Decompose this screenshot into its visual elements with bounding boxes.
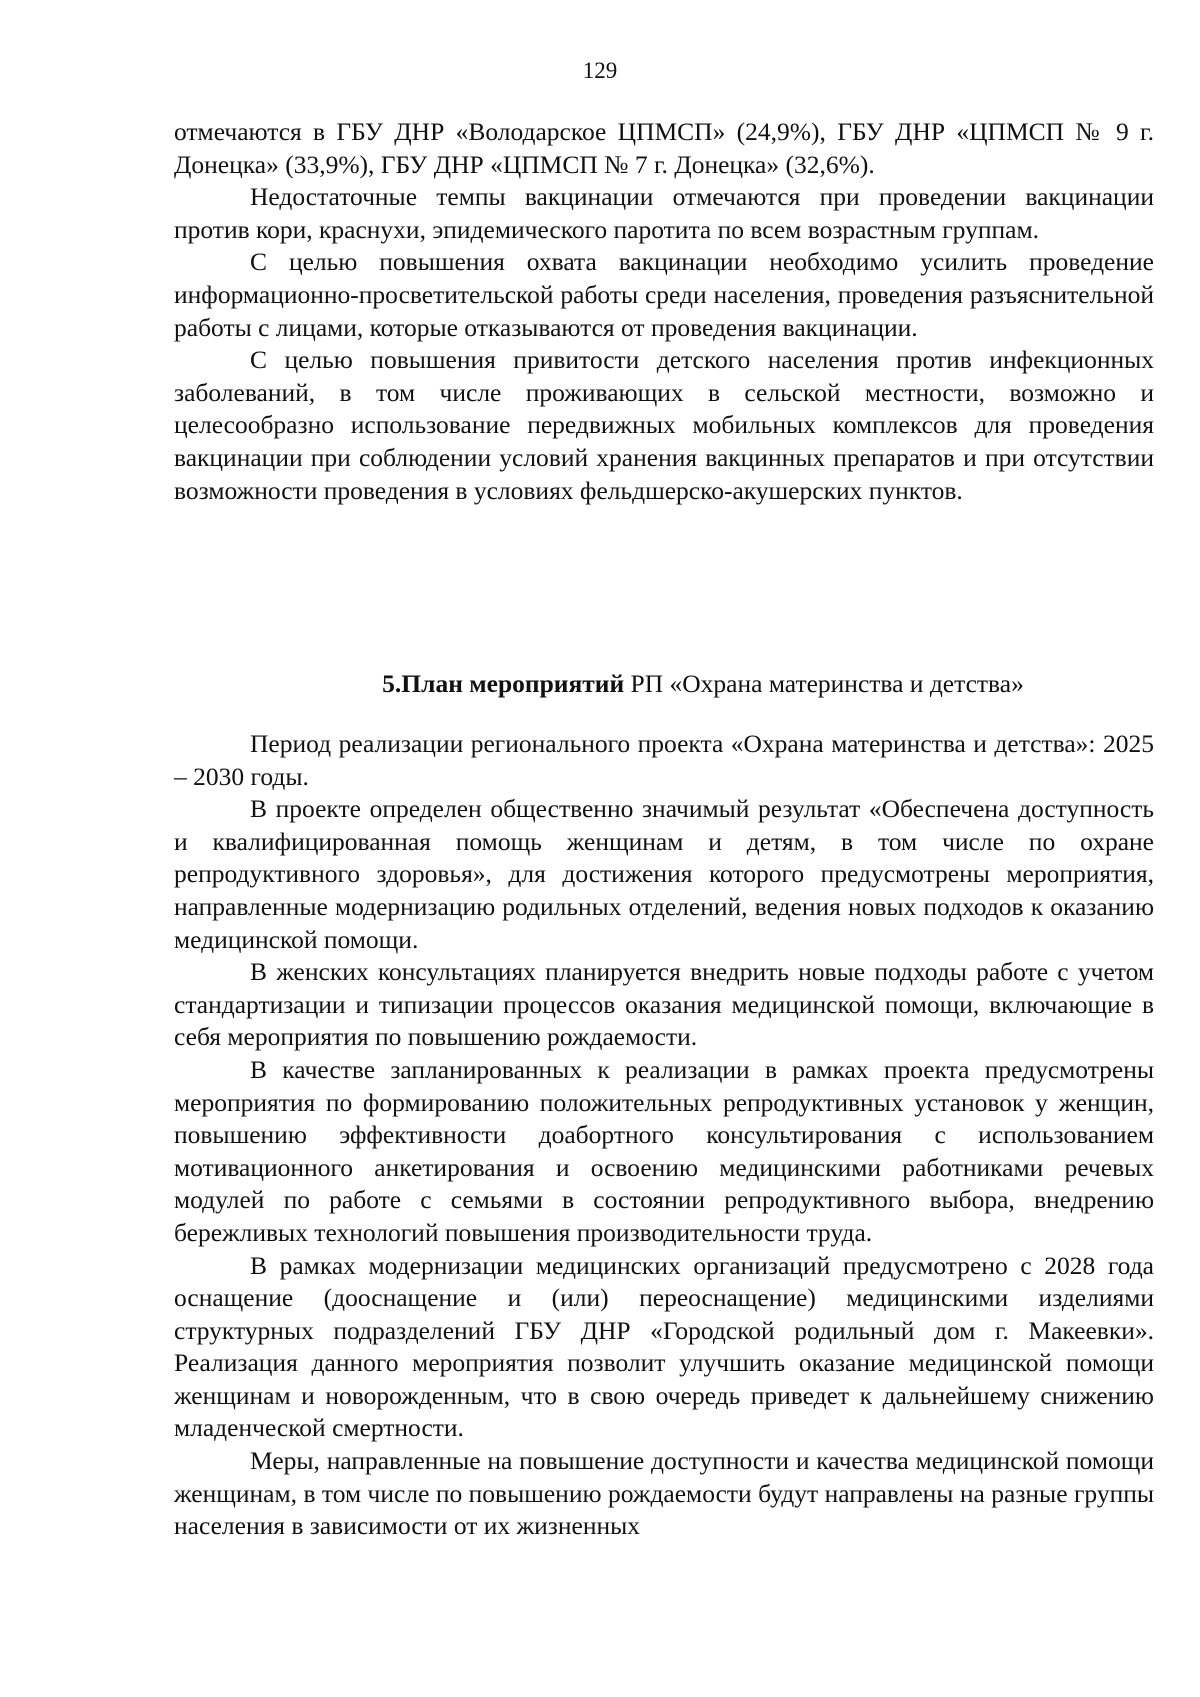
section-heading [174,668,1154,700]
page-number: 129 [582,58,618,83]
section-heading-title: РП «Охрана материнства и детства» [624,669,1024,698]
top-text-block [174,116,1154,507]
paragraph-project-result: В проекте определен общественно значимый результат «Обеспечена доступность и квалифицированная помощь женщинам и детям, в том числе по охране репродуктивного здоровья», для достижения которого предусмотрены мероприятия, направленные модернизацию родильных отделений, ведения новых подходов к оказанию медицинской помощи. [174,794,1154,954]
paragraph-vaccination-pace: Недостаточные темпы вакцинации отмечаются при проведении вакцинации против кори, краснухи, эпидемического паротита по всем возрастным группам. [174,182,1154,244]
paragraph-vaccination-coverage: С целью повышения охвата вакцинации необходимо усилить проведение информационно-просветительской работы среди населения, проведения разъяснительной работы с лицами, которые отказываются от проведения вакцинации. [174,247,1154,342]
paragraph-womens-consultations: В женских консультациях планируется внедрить новые подходы работе с учетом стандартизации и типизации процессов оказания медицинской помощи, включающие в себя мероприятия по повышению рождаемости. [174,957,1154,1052]
bottom-text-block [174,728,1154,1543]
paragraph-planned-activities: В качестве запланированных к реализации в рамках проекта предусмотрены мероприятия по формированию положительных репродуктивных установок у женщин, повышению эффективности доабортного консультирования с использованием мотивационного анкетирования и освоению медицинскими работниками речевых модулей по работе с семьями в состоянии репродуктивного выбора, внедрению бережливых технологий повышения производительности труда. [174,1054,1154,1247]
section-heading-bold: 5.План мероприятий [382,669,625,698]
paragraph-project-period: Период реализации регионального проекта «Охрана материнства и детства»: 2025 – 2030 годы. [174,729,1154,791]
paragraph-vaccination-centers: отмечаются в ГБУ ДНР «Володарское ЦПМСП» (24,9%), ГБУ ДНР «ЦПМСП № 9 г. Донецка» (33,9%), ГБУ ДНР «ЦПМСП № 7 г. Донецка» (32,6%). [174,117,1154,179]
paragraph-modernization: В рамках модернизации медицинских организаций предусмотрено с 2028 года оснащение (дооснащение и (или) переоснащение) медицинскими изделиями структурных подразделений ГБУ ДНР «Городской родильный дом г. Макеевки». Реализация данного мероприятия позволит улучшить оказание медицинской помощи женщинам и новорожденным, что в свою очередь приведет к дальнейшему снижению младенческой смертности. [174,1250,1154,1443]
paragraph-mobile-complexes: С целью повышения привитости детского населения против инфекционных заболеваний, в том числе проживающих в сельской местности, возможно и целесообразно использование передвижных мобильных комплексов для проведения вакцинации при соблюдении условий хранения вакцинных препаратов и при отсутствии возможности проведения в условиях фельдшерско-акушерских пунктов. [174,345,1154,505]
paragraph-access-measures: Меры, направленные на повышение доступности и качества медицинской помощи женщинам, в том числе по повышению рождаемости будут направлены на разные группы населения в зависимости от их жизненных [174,1446,1154,1541]
